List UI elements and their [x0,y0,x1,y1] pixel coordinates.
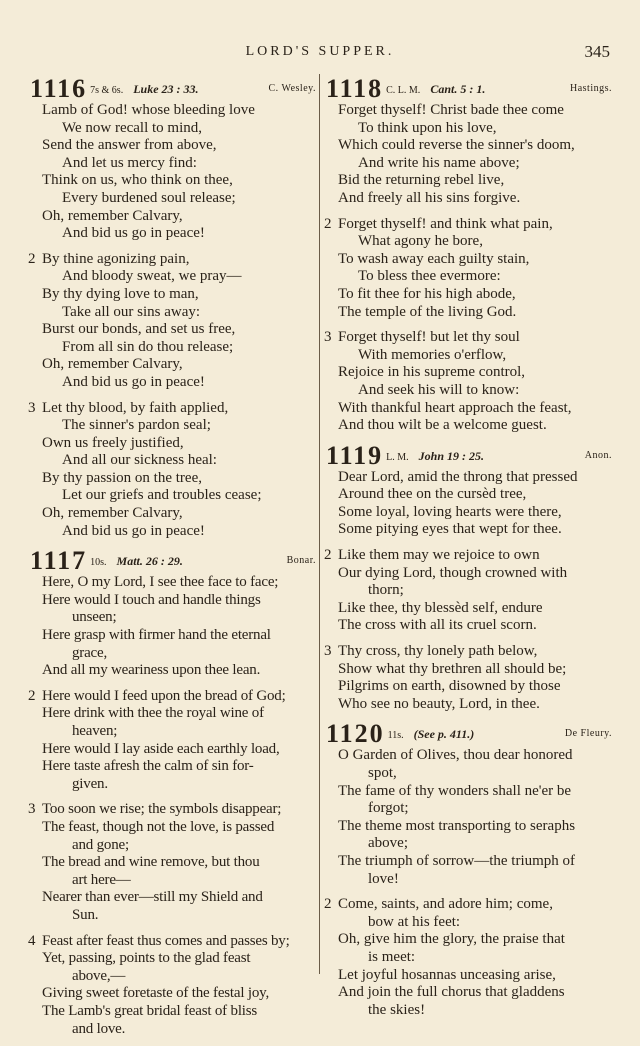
hymn-author: C. Wesley. [268,83,316,94]
verse-line: Forget thyself! Christ bade thee come [338,102,564,118]
scripture-reference: Matt. 26 : 29. [116,554,183,569]
verse-line: Here would I lay aside each earthly load, [42,740,280,757]
verse-line: By thine agonizing pain, [42,250,190,267]
verse-line: given. [72,775,108,792]
verse-line: The sinner's pardon seal; [62,417,211,434]
right-column [326,76,612,1027]
hymn-meter: 10s. [90,557,107,569]
left-column [30,76,316,1046]
stanza [326,547,612,635]
stanza [30,102,316,243]
hymn-1117 [30,548,316,1038]
verse-line: Oh, give him the glory, the praise that [338,931,565,948]
verse-line: And seek his will to know: [358,381,520,398]
verse-line: And bid us go in peace! [62,522,205,539]
stanza-number: 2 [324,215,332,232]
hymn-author: Bonar. [286,555,316,567]
stanza [30,574,316,680]
page-number: 345 [584,42,610,61]
stanza-number: 3 [28,399,36,416]
verse-line: The theme most transporting to seraphs [338,817,576,834]
verse-line: By thy dying love to man, [42,285,199,302]
verse-line: Thy cross, thy lonely path below, [338,643,538,660]
verse-line: heaven; [72,723,118,739]
verse-line: Let thy blood, by faith applied, [42,399,229,416]
stanza-number: 3 [324,329,332,346]
verse-line: What agony he bore, [358,233,483,250]
stanza [30,400,316,541]
verse-line: Forget thyself! and think what pain, [338,215,553,232]
stanza [326,329,612,435]
verse-line: Dear Lord, amid the throng that pressed [338,468,578,485]
verse-line: grace, [72,644,108,661]
verse-line: thorn; [368,582,404,599]
hymn-number: 1120 [326,719,385,749]
hymn-heading [326,76,612,102]
hymn-meter: 11s. [387,730,404,742]
verse-line: With memories o'erflow, [358,346,507,363]
verse-line: And write his name above; [358,154,520,171]
verse-line: bow at his feet: [368,913,461,930]
hymn-number: 1119 [326,440,384,470]
scripture-reference: Cant. 5 : 1. [430,82,486,96]
verse-line: Our dying Lord, though crowned with [338,564,568,581]
hymn-author: Anon. [584,449,612,461]
verse-line: To bless thee evermore: [358,268,501,285]
stanza-number: 3 [324,643,332,660]
verse-line: O Garden of Olives, thou dear honored [338,747,573,764]
hymn-1116 [30,76,316,540]
stanza [30,801,316,924]
hymn-number: 1117 [30,546,88,576]
verse-line: unseen; [72,609,117,626]
hymn-meter: L. M. [386,451,409,463]
verse-line: Nearer than ever—still my Shield and [42,889,263,906]
hymn-meter: 7s & 6s. [90,85,124,96]
verse-line: and love. [72,1020,126,1037]
verse-line: Like thee, thy blessèd self, endure [338,599,543,616]
verse-line: The cross with all its cruel scorn. [338,617,537,634]
verse-line: To fit thee for his high abode, [338,285,516,302]
hymn-1120 [326,721,612,1019]
stanza [30,933,316,1039]
stanza [326,896,612,1019]
verse-line: From all sin do thou release; [62,338,234,355]
verse-line: Here would I touch and handle things [42,591,261,608]
verse-line: Send the answer from above, [42,137,217,154]
verse-line: Rejoice in his supreme control, [338,364,526,381]
verse-line: Oh, remember Calvary, [42,505,183,522]
verse-line: And bid us go in peace! [62,373,205,390]
stanza [326,216,612,322]
stanza [30,688,316,794]
verse-line: Who see no beauty, Lord, in thee. [338,695,540,712]
stanza-number: 2 [28,687,36,704]
verse-line: And join the full chorus that gladdens [338,984,565,1001]
verse-line: above; [368,835,408,852]
verse-line: Here grasp with firmer hand the eternal [42,627,271,644]
verse-line: The bread and wine remove, but thou [42,854,260,871]
verse-line: Which could reverse the sinner's doom, [338,137,575,154]
verse-line: And thou wilt be a welcome guest. [338,417,547,434]
verse-line: And bloody sweat, we pray— [62,268,242,285]
page-header [0,42,640,62]
verse-line: Come, saints, and adore him; come, [338,896,553,913]
verse-line: Show what thy brethren all should be; [338,660,567,677]
verse-line: Some loyal, loving hearts were there, [338,503,562,520]
stanza [326,102,612,208]
verse-line: And let us mercy find: [62,154,197,171]
hymn-number: 1118 [326,74,384,103]
stanza [30,251,316,392]
verse-line: forgot; [368,800,409,817]
verse-line: Think on us, who think on thee, [42,172,233,189]
verse-line: The feast, though not the love, is passed [42,818,275,835]
verse-line: is meet: [368,948,416,965]
verse-line: Here drink with thee the royal wine of [42,705,264,722]
verse-line: Own us freely justified, [42,434,184,451]
verse-line: Let joyful hosannas unceasing arise, [338,966,556,983]
verse-line: And freely all his sins forgive. [338,189,521,206]
hymn-meter: C. L. M. [386,85,421,96]
hymn-heading [326,440,612,470]
verse-line: Here taste afresh the calm of sin for- [42,758,254,775]
verse-line: Bid the returning rebel live, [338,172,505,189]
verse-line: Here would I feed upon the bread of God; [42,687,286,704]
stanza-number: 2 [324,896,332,913]
stanza-number: 3 [28,801,36,818]
verse-line: Here, O my Lord, I see thee face to face; [42,574,279,591]
verse-line: Take all our sins away: [62,303,201,320]
verse-line: Yet, passing, points to the glad feast [42,950,251,967]
verse-line: With thankful heart approach the feast, [338,399,572,416]
verse-line: Oh, remember Calvary, [42,356,183,373]
verse-line: spot, [368,765,397,781]
running-title: LORD'S SUPPER. [245,44,395,59]
hymn-heading [30,76,316,102]
verse-line: Let our griefs and troubles cease; [62,487,262,504]
verse-line: love! [368,870,399,887]
verse-line: art here— [72,871,131,888]
verse-line: The Lamb's great bridal feast of bliss [42,1002,258,1019]
verse-line: and gone; [72,836,129,853]
verse-line: And bid us go in peace! [62,225,205,242]
stanza-number: 4 [28,932,36,949]
verse-line: And all my weariness upon thee lean. [42,662,261,679]
verse-line: Around thee on the cursèd tree, [338,486,527,503]
verse-line: the skies! [368,1001,426,1018]
hymn-1118 [326,76,612,435]
verse-line: We now recall to mind, [62,119,203,136]
hymn-heading [30,548,316,574]
stanza [326,643,612,713]
stanza [326,469,612,539]
verse-line: Too soon we rise; the symbols disappear; [42,801,282,818]
verse-line: And all our sickness heal: [62,452,217,469]
stanza-number: 2 [28,250,36,267]
verse-line: above,— [72,967,126,984]
hymn-heading [326,721,612,747]
verse-line: Some pitying eyes that wept for thee. [338,521,562,538]
verse-line: Burst our bonds, and set us free, [42,321,236,338]
hymn-author: De Fleury. [564,728,612,740]
column-divider [319,74,320,974]
hymn-1119 [324,440,612,714]
stanza-number: 2 [324,547,332,564]
scripture-reference: (See p. 411.) [413,727,475,742]
verse-line: Sun. [72,906,99,923]
verse-line: Like them may we rejoice to own [338,547,540,564]
verse-line: The fame of thy wonders shall ne'er be [338,782,572,799]
verse-line: To think upon his love, [358,119,497,136]
verse-line: The triumph of sorrow—the triumph of [338,852,576,869]
verse-line: Oh, remember Calvary, [42,207,183,224]
verse-line: Feast after feast thus comes and passes by; [42,932,290,949]
verse-line: Pilgrims on earth, disowned by those [338,678,561,695]
verse-line: Lamb of God! whose bleeding love [42,102,255,118]
verse-line: To wash away each guilty stain, [338,250,530,267]
verse-line: Every burdened soul release; [62,189,236,206]
verse-line: The temple of the living God. [338,303,517,320]
verse-line: Giving sweet foretaste of the festal joy, [42,985,270,1002]
stanza [326,747,612,888]
hymn-author: Hastings. [570,83,612,94]
hymn-number: 1116 [30,74,88,103]
verse-line: Forget thyself! but let thy soul [338,329,520,346]
verse-line: By thy passion on the tree, [42,469,202,486]
scripture-reference: Luke 23 : 33. [133,82,199,96]
scripture-reference: John 19 : 25. [418,448,484,463]
